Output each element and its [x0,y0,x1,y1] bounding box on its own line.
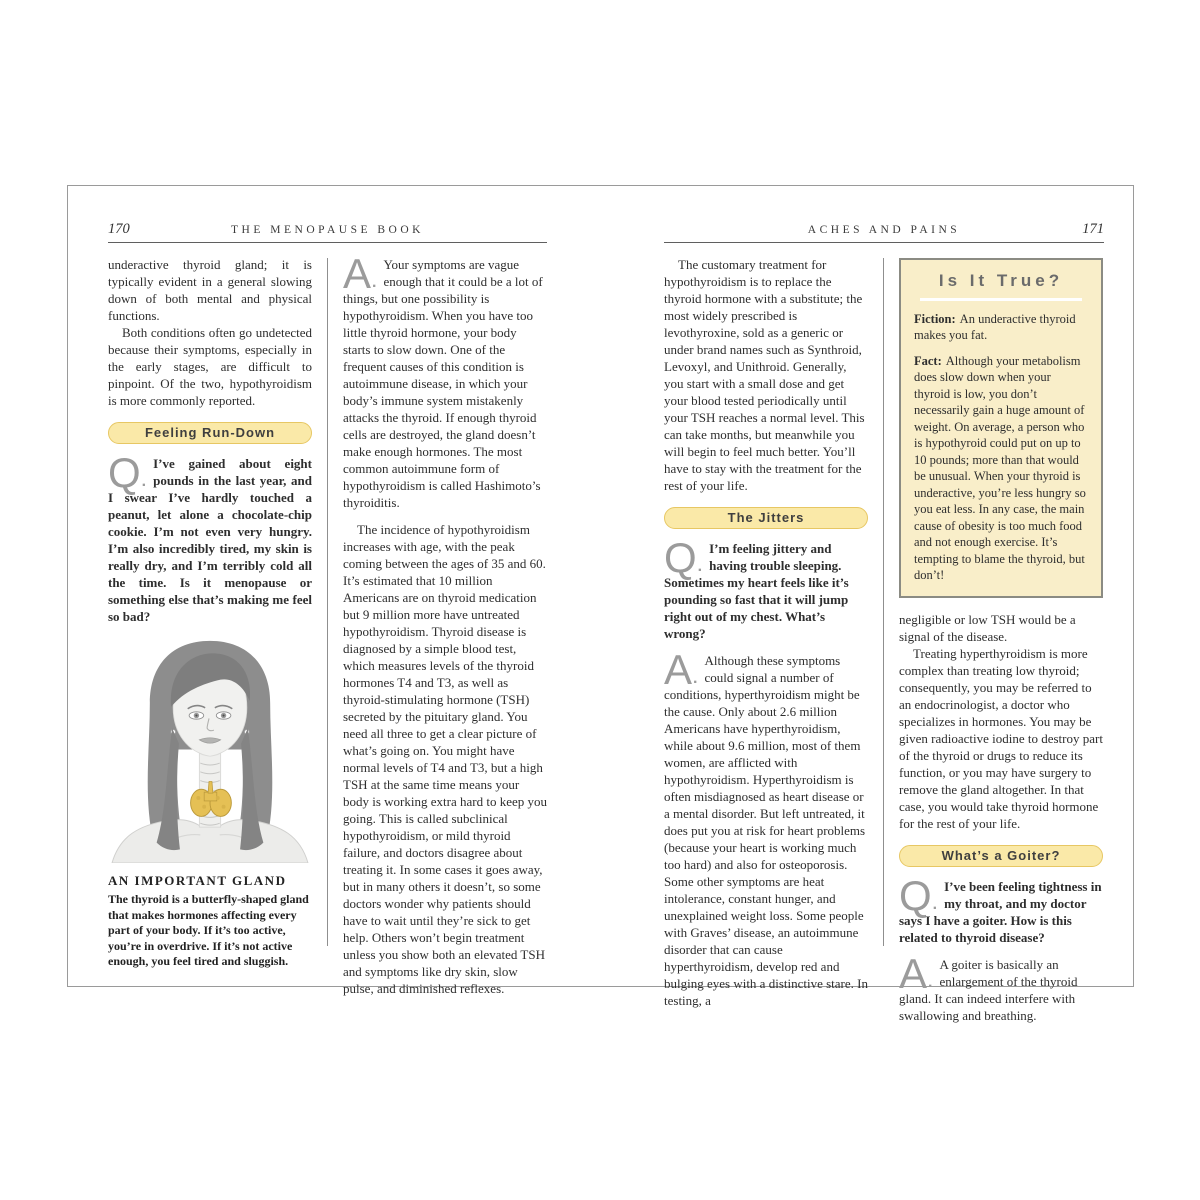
question-text: I’m feeling jittery and having trouble sleeping. Sometimes my heart feels like it’s pounding so fast that it will jump right out of my chest. What’s wrong? [664,541,849,641]
answer-text: A goiter is basically an enlargement of the thyroid gland. It can indeed interfere with swallowing and breathing. [899,956,1078,1023]
page-171 [664,216,1104,1023]
question-block [664,534,868,642]
left-page-columns [108,250,547,996]
question-text: I’ve gained about eight pounds in the last year, and I swear I’ve hardly touched a peanut, let alone a chocolate-chip cookie. I’m not even very hungry. I’m also incredibly tired, my skin is really dry, and I’m terribly cold all the time. Is it menopause or something else that’s making me feel so bad? [108,456,312,624]
fact-label: Fact: [914,353,942,368]
page-header-right [664,216,1104,243]
a-letter: A . [899,949,933,997]
column-1 [108,256,312,970]
fact-paragraph: Fact: Although your metabolism does slow down when your thyroid is low, you don’t necessarily gain a huge amount of weight. On average, a person who is hypothyroid could put on up to 10 pounds; more than that would be unusual. When your thyroid is underactive, you’re less hungry so you eat less. In any case, the main cause of obesity is too much food and not enough exercise. It’s tempting to blame the thyroid, but don’t! [914,353,1086,582]
answer-block [899,949,1103,1024]
section-header-pill: Feeling Run-Down [108,422,312,444]
column-2 [343,250,547,997]
body-paragraph: negligible or low TSH would be a signal of the disease. [899,611,1076,644]
section-header-pill: What’s a Goiter? [899,845,1103,867]
column-divider [883,258,884,946]
illustration-caption-title: AN IMPORTANT GLAND [108,873,287,888]
a-letter: A . [343,250,377,297]
running-head: THE MENOPAUSE BOOK [231,224,424,236]
q-letter: Q . [664,534,703,581]
a-letter: A . [664,646,698,693]
illustration-caption-body: The thyroid is a butterfly-shaped gland that makes hormones affecting every part of your body. If it’s too active, you’re in overdrive. If it’s not active enough, you feel tired and sluggish. [108,892,309,968]
q-letter: Q . [108,449,147,496]
answer-text: Although these symptoms could signal a number of conditions, hyperthyroidism might be the cause. Only about 2.6 million Americans have hyperthyroidism, while about 9.6 million, most of them women, are afflicted with hypothyroidism. Hyperthyroidism is often misdiagnosed as heart disease or a mental disorder. But left untreated, it does put you at risk for heart problems (because your heart is working much too hard) and also for osteoporosis. Some other symptoms are heat intolerance, constant hunger, and unexplained weight loss. Some people with Graves’ disease, an autoimmune disorder that can cause hyperthyroidism, develop red and bulging eyes with a distinctive stare. In testing, a [664,653,868,1008]
column-divider [327,258,328,946]
page-header-left [108,216,547,243]
sidebar-title: Is It True? [938,271,1064,290]
fiction-paragraph: Fiction: An underactive thyroid makes you fat. [914,311,1076,342]
right-page-columns [664,256,1104,1023]
book-spread-frame [67,185,1134,1023]
q-letter: Q . [899,871,938,919]
column-4 [899,256,1103,1034]
page-170 [108,216,547,996]
section-header-pill: The Jitters [664,507,868,529]
fiction-label: Fiction: [914,311,956,326]
question-text: I’ve been feeling tightness in my throat, and my doctor says I have a goiter. How is this related to thyroid disease? [899,878,1102,945]
answer-block [343,250,547,511]
body-paragraph: underactive thyroid gland; it is typically evident in a general slowing down of both mental and physical functions. [108,257,312,323]
question-block [899,871,1103,946]
question-block [108,449,312,625]
is-it-true-sidebar [899,258,1103,598]
body-paragraph: The customary treatment for hypothyroidism is to replace the thyroid hormone with a substitute; the most widely prescribed is levothyroxine, sold as a generic or under brand names such as Synthroid, Levoxyl, and Unithroid. Generally, you start with a small dose and get your blood tested periodically until your TSH reaches a normal level. This can take months, but meanwhile you will begin to feel much better. You’ll have to stay with the treatment for the rest of your life. [664,257,865,493]
page-number: 170 [108,221,130,237]
column-3 [664,256,868,1019]
answer-text: Your symptoms are vague enough that it could be a lot of things, but one possibility is hypothyroidism. When you have too little thyroid hormone, your body starts to slow down. One of the frequent causes of this condition is autoimmune disease, in which your body’s immune system mistakenly attacks the thyroid. If enough thyroid cells are destroyed, the gland doesn’t make enough hormones. The most common autoimmune form of hypothyroidism is called Hashimoto’s thyroiditis. [343,257,543,510]
body-paragraph: The incidence of hypothyroidism increases with age, with the peak coming between the ages of 35 and 60. It’s estimated that 10 million Americans are on thyroid medication but 9 million more have untreated hypothyroidism. Thyroid disease is diagnosed by a simple blood test, which measures levels of the thyroid hormones T4 and T3, as well as thyroid-stimulating hormone (TSH) secreted by the pituitary gland. You need all three to get a clear picture of what’s going on. You might have normal levels of T4 and T3, but a high TSH at the same time means your body is working extra hard to keep you going. This is called subclinical hypothyroidism, or mild thyroid failure, and doctors disagree about treating it. In some cases it goes away, but in many others it doesn’t, so some doctors wonder why patients should have to wait until they’re sick to get help. Others won’t begin treatment unless you show both an elevated TSH and symptoms like dry skin, slow pulse, and diminished reflexes. [343,522,547,996]
body-paragraph: Both conditions often go undetected because their symptoms, especially in the early stages, are difficult to pinpoint. Of the two, hypothyroidism is more commonly reported. [108,325,312,408]
sidebar-title-rule [920,298,1082,301]
page-number: 171 [1082,221,1104,237]
answer-block [664,646,868,1009]
running-head: ACHES AND PAINS [807,224,961,236]
woman-thyroid-illustration [108,635,312,867]
body-paragraph: Treating hyperthyroidism is more complex than treating low thyroid; consequently, you may be referred to an endocrinologist, a doctor who specializes in hormones. You may be given radioactive iodine to destroy part of the thyroid or drugs to reduce its function, or you may have surgery to remove the gland altogether. In that case, you would take thyroid hormone for the rest of your life. [899,645,1103,831]
